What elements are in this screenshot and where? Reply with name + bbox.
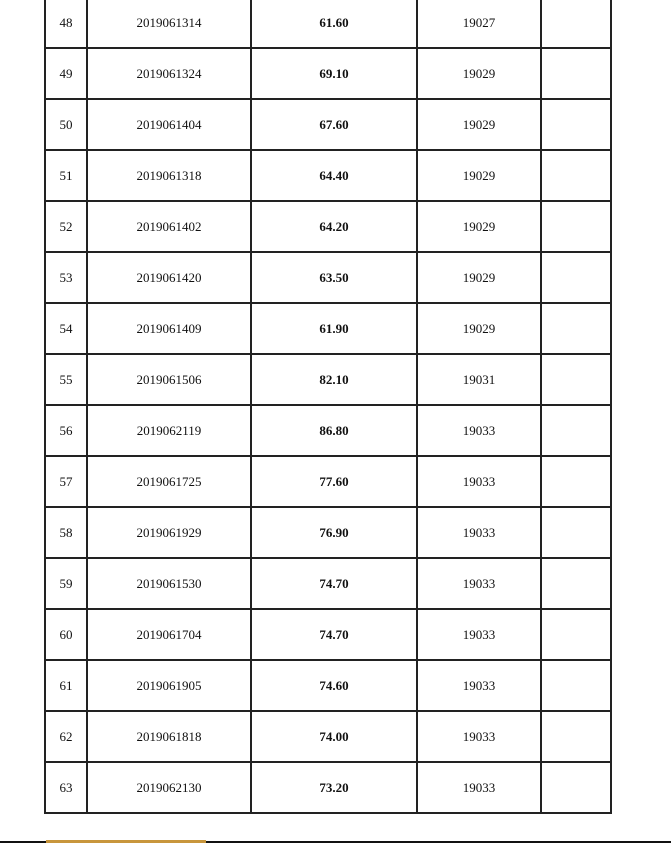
- score-cell: 74.60: [251, 660, 417, 711]
- position-code-cell: 19029: [417, 201, 541, 252]
- note-cell: [541, 252, 611, 303]
- row-number-cell: 62: [45, 711, 87, 762]
- candidate-id-cell: 2019061929: [87, 507, 251, 558]
- row-number-cell: 49: [45, 48, 87, 99]
- note-cell: [541, 507, 611, 558]
- note-cell: [541, 762, 611, 813]
- position-code-cell: 19033: [417, 558, 541, 609]
- candidate-id-cell: 2019061725: [87, 456, 251, 507]
- position-code-cell: 19033: [417, 660, 541, 711]
- candidate-id-cell: 2019062119: [87, 405, 251, 456]
- note-cell: [541, 99, 611, 150]
- note-cell: [541, 150, 611, 201]
- position-code-cell: 19033: [417, 507, 541, 558]
- position-code-cell: 19033: [417, 609, 541, 660]
- table-row: [45, 303, 611, 354]
- score-cell: 61.90: [251, 303, 417, 354]
- position-code-cell: 19029: [417, 99, 541, 150]
- candidate-id-cell: 2019061818: [87, 711, 251, 762]
- note-cell: [541, 303, 611, 354]
- row-number-cell: 51: [45, 150, 87, 201]
- score-cell: 82.10: [251, 354, 417, 405]
- row-number-cell: 53: [45, 252, 87, 303]
- table-row: [45, 507, 611, 558]
- position-code-cell: 19033: [417, 456, 541, 507]
- candidate-id-cell: 2019061314: [87, 0, 251, 48]
- score-cell: 64.20: [251, 201, 417, 252]
- row-number-cell: 56: [45, 405, 87, 456]
- candidate-id-cell: 2019062130: [87, 762, 251, 813]
- row-number-cell: 60: [45, 609, 87, 660]
- note-cell: [541, 201, 611, 252]
- table-row: [45, 252, 611, 303]
- table-row: [45, 558, 611, 609]
- results-table: [44, 0, 612, 814]
- row-number-cell: 61: [45, 660, 87, 711]
- note-cell: [541, 354, 611, 405]
- note-cell: [541, 405, 611, 456]
- results-table-container: [44, 0, 612, 814]
- position-code-cell: 19031: [417, 354, 541, 405]
- table-row: [45, 201, 611, 252]
- row-number-cell: 52: [45, 201, 87, 252]
- position-code-cell: 19033: [417, 405, 541, 456]
- row-number-cell: 54: [45, 303, 87, 354]
- row-number-cell: 48: [45, 0, 87, 48]
- score-cell: 76.90: [251, 507, 417, 558]
- row-number-cell: 50: [45, 99, 87, 150]
- position-code-cell: 19033: [417, 711, 541, 762]
- score-cell: 74.70: [251, 609, 417, 660]
- note-cell: [541, 660, 611, 711]
- note-cell: [541, 711, 611, 762]
- candidate-id-cell: 2019061409: [87, 303, 251, 354]
- note-cell: [541, 558, 611, 609]
- position-code-cell: 19029: [417, 150, 541, 201]
- note-cell: [541, 48, 611, 99]
- position-code-cell: 19029: [417, 252, 541, 303]
- score-cell: 69.10: [251, 48, 417, 99]
- table-row: [45, 48, 611, 99]
- candidate-id-cell: 2019061404: [87, 99, 251, 150]
- score-cell: 67.60: [251, 99, 417, 150]
- candidate-id-cell: 2019061704: [87, 609, 251, 660]
- table-row: [45, 99, 611, 150]
- score-cell: 86.80: [251, 405, 417, 456]
- table-row: [45, 456, 611, 507]
- score-cell: 61.60: [251, 0, 417, 48]
- table-row: [45, 405, 611, 456]
- table-row: [45, 0, 611, 48]
- row-number-cell: 58: [45, 507, 87, 558]
- candidate-id-cell: 2019061905: [87, 660, 251, 711]
- note-cell: [541, 456, 611, 507]
- row-number-cell: 59: [45, 558, 87, 609]
- score-cell: 73.20: [251, 762, 417, 813]
- score-cell: 63.50: [251, 252, 417, 303]
- score-cell: 74.70: [251, 558, 417, 609]
- candidate-id-cell: 2019061530: [87, 558, 251, 609]
- score-cell: 64.40: [251, 150, 417, 201]
- table-row: [45, 354, 611, 405]
- candidate-id-cell: 2019061402: [87, 201, 251, 252]
- table-row: [45, 660, 611, 711]
- score-cell: 77.60: [251, 456, 417, 507]
- position-code-cell: 19027: [417, 0, 541, 48]
- table-row: [45, 762, 611, 813]
- candidate-id-cell: 2019061506: [87, 354, 251, 405]
- row-number-cell: 57: [45, 456, 87, 507]
- row-number-cell: 63: [45, 762, 87, 813]
- note-cell: [541, 0, 611, 48]
- candidate-id-cell: 2019061420: [87, 252, 251, 303]
- position-code-cell: 19033: [417, 762, 541, 813]
- table-row: [45, 150, 611, 201]
- note-cell: [541, 609, 611, 660]
- score-cell: 74.00: [251, 711, 417, 762]
- candidate-id-cell: 2019061318: [87, 150, 251, 201]
- position-code-cell: 19029: [417, 48, 541, 99]
- position-code-cell: 19029: [417, 303, 541, 354]
- row-number-cell: 55: [45, 354, 87, 405]
- table-row: [45, 609, 611, 660]
- candidate-id-cell: 2019061324: [87, 48, 251, 99]
- table-row: [45, 711, 611, 762]
